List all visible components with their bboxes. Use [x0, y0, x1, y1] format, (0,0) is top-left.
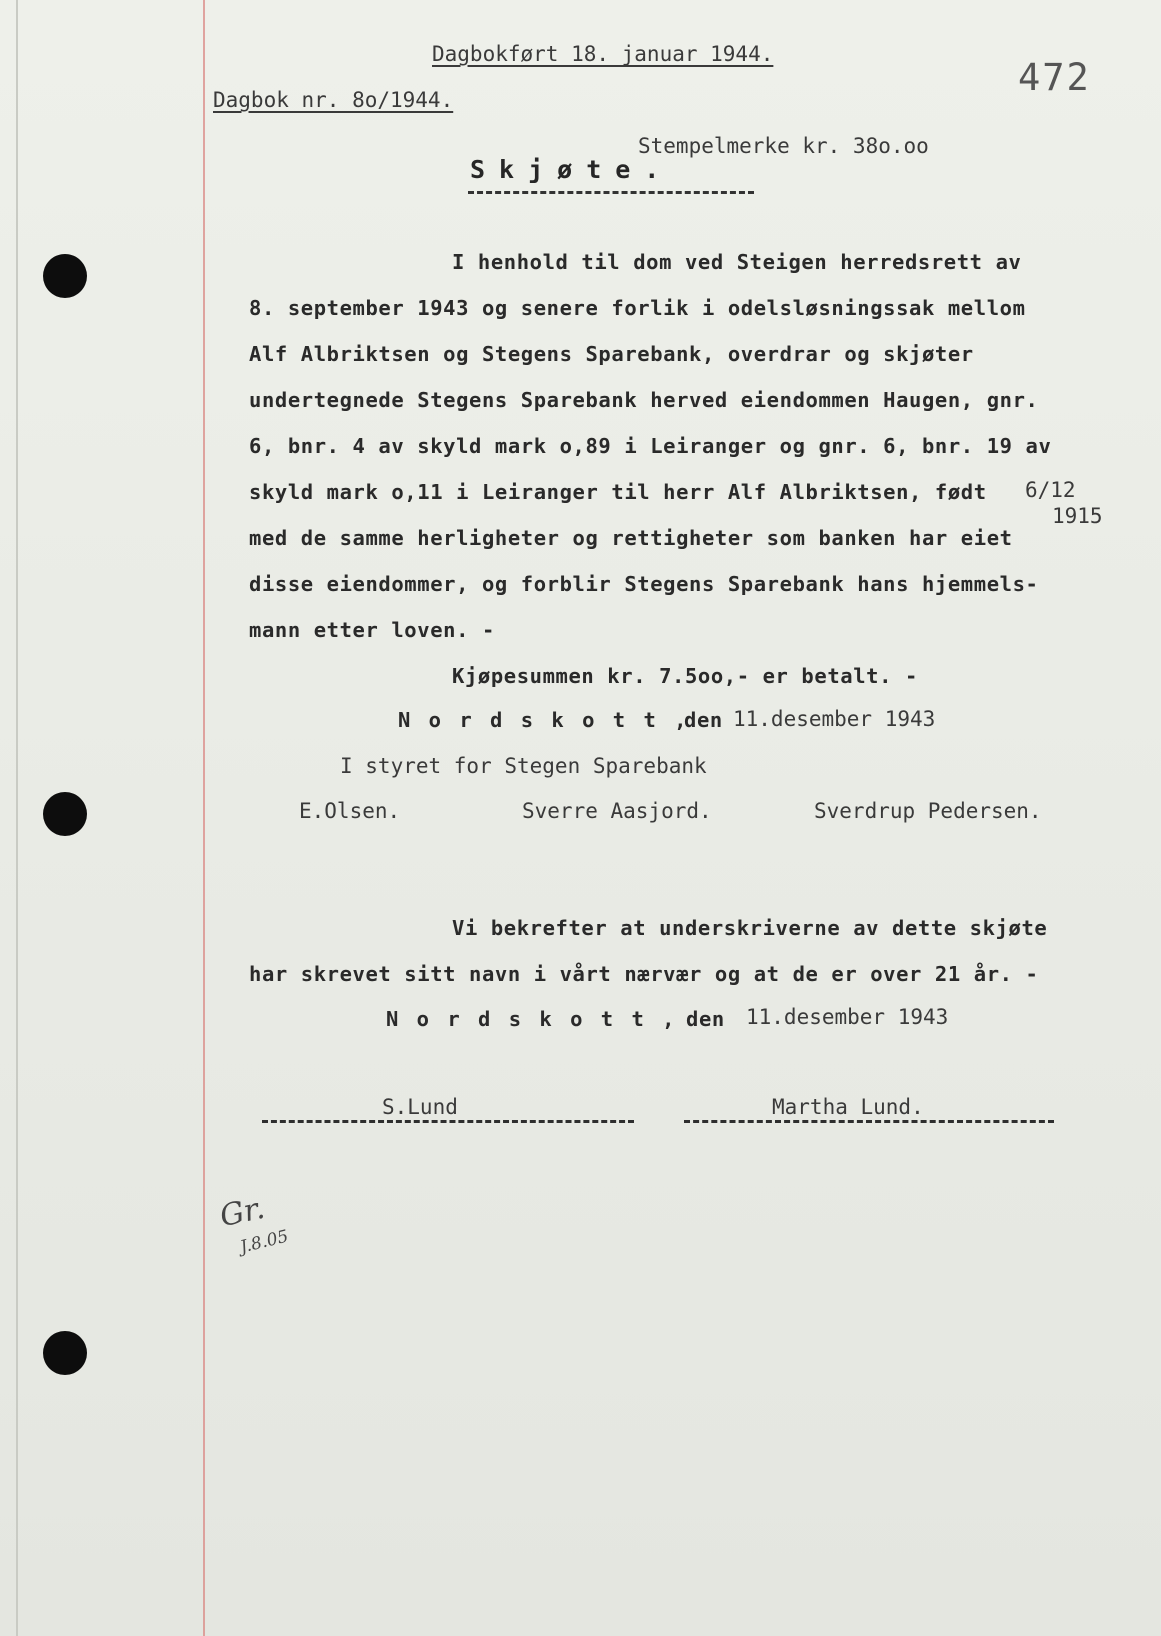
signature-line: [262, 1120, 634, 1123]
body-line: mann etter loven. -: [249, 618, 495, 642]
birth-date-year: 1915: [1052, 504, 1103, 528]
body-line: med de samme herligheter og rettigheter som banken har eiet: [249, 526, 1013, 550]
body-line: disse eiendommer, og forblir Stegens Sparebank hans hjemmels-: [249, 572, 1039, 596]
body-line: 8. september 1943 og senere forlik i odelsløsningssak mellom: [249, 296, 1026, 320]
purchase-sum-line: Kjøpesummen kr. 7.5oo,- er betalt. -: [452, 664, 918, 688]
body-line: skyld mark o,11 i Leiranger til herr Alf Albriktsen, født: [249, 480, 987, 504]
date-text: 11.desember 1943: [733, 707, 936, 731]
signatory-name: E.Olsen.: [299, 799, 401, 823]
signature-line: [684, 1120, 1054, 1123]
punch-hole: [43, 254, 87, 298]
body-line: 6, bnr. 4 av skyld mark o,89 i Leiranger og gnr. 6, bnr. 19 av: [249, 434, 1052, 458]
signatory-name: Sverre Aasjord.: [522, 799, 712, 823]
witness-name: Martha Lund.: [772, 1095, 924, 1119]
margin-rule: [203, 0, 205, 1636]
date-den: den: [684, 708, 723, 732]
punch-hole: [43, 792, 87, 836]
handwritten-note: J.8.05: [238, 1226, 291, 1258]
document-title: Skjøte.: [470, 155, 674, 184]
witness-line: Vi bekrefter at underskriverne av dette skjøte: [452, 916, 1048, 940]
board-line: I styret for Stegen Sparebank: [340, 754, 707, 778]
dagbokfort-line: Dagbokført 18. januar 1944.: [432, 42, 774, 66]
date-den: den: [686, 1007, 725, 1031]
title-underline: [468, 191, 754, 194]
body-line: Alf Albriktsen og Stegens Sparebank, overdrar og skjøter: [249, 342, 974, 366]
place-name: N o r d s k o t t ,: [398, 708, 690, 732]
handwritten-note: Gr.: [216, 1190, 268, 1235]
witness-name: S.Lund: [382, 1095, 458, 1119]
date-text: 11.desember 1943: [746, 1005, 949, 1029]
page-number: 472: [1018, 56, 1091, 99]
body-line: undertegnede Stegens Sparebank herved eiendommen Haugen, gnr.: [249, 388, 1039, 412]
body-line: I henhold til dom ved Steigen herredsrett av: [452, 250, 1022, 274]
place-name: N o r d s k o t t ,: [386, 1007, 678, 1031]
birth-date-day: 6/12: [1025, 478, 1076, 502]
signatory-name: Sverdrup Pedersen.: [814, 799, 1042, 823]
punch-hole: [43, 1331, 87, 1375]
stempelmerke: Stempelmerke kr. 38o.oo: [638, 134, 929, 158]
dagbok-number: Dagbok nr. 8o/1944.: [213, 88, 454, 112]
witness-line: har skrevet sitt navn i vårt nærvær og at de er over 21 år. -: [249, 962, 1039, 986]
page-edge: [16, 0, 18, 1636]
